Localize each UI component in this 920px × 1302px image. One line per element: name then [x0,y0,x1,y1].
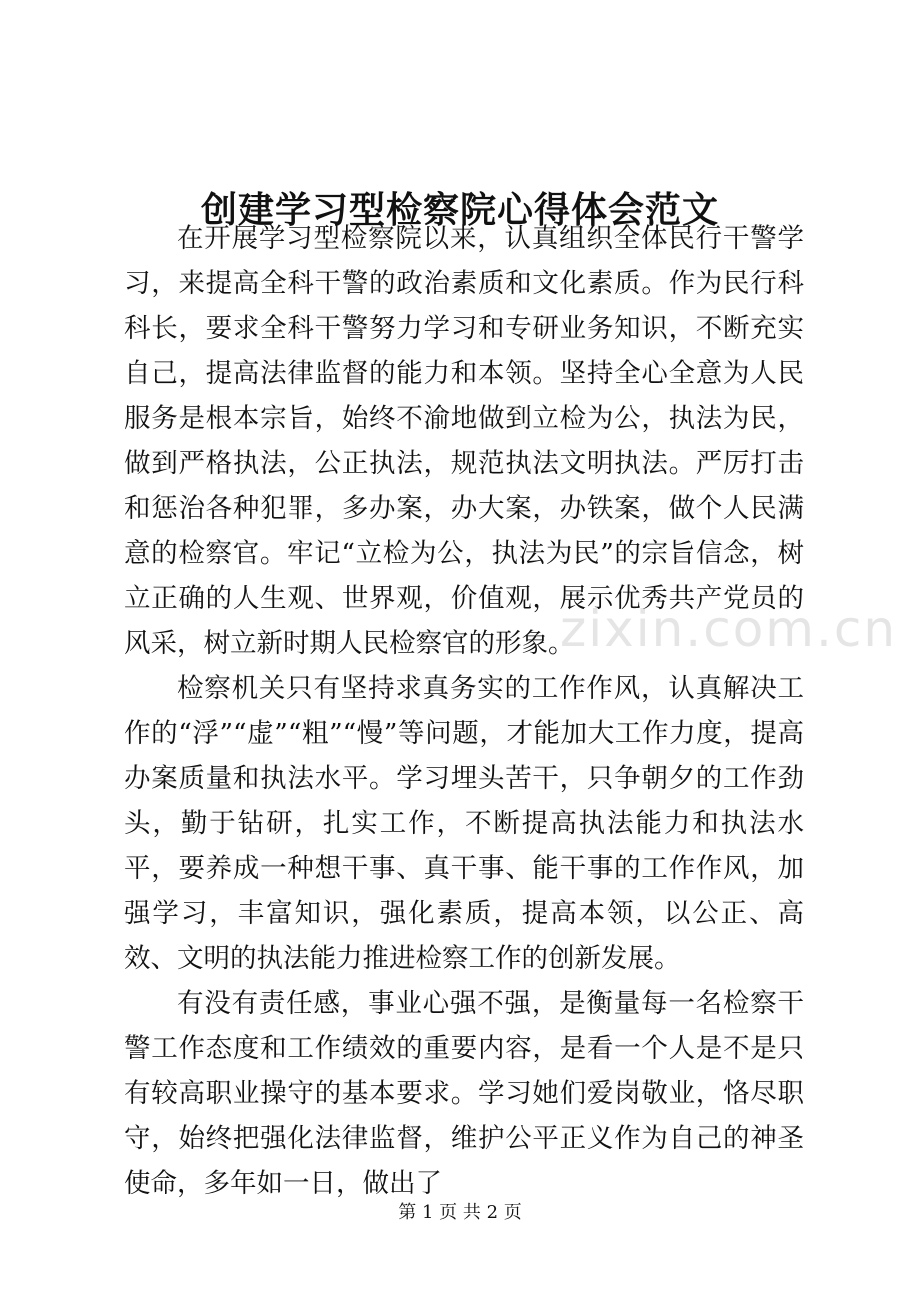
paragraph-2: 检察机关只有坚持求真务实的工作作风，认真解决工作的“浮”“虚”“粗”“慢”等问题，才能加大工作力度，提高办案质量和执法水平。学习埋头苦干，只争朝夕的工作劲头，勤于钻研，扎实工作，不断提高执法能力和执法水平，要养成一种想干事、真干事、能干事的工作作风，加强学习，丰富知识，强化素质，提高本领，以公正、高效、文明的执法能力推进检察工作的创新发展。 [124,673,804,974]
paragraph-1: 在开展学习型检察院以来，认真组织全体民行干警学习，来提高全科干警的政治素质和文化素质。作为民行科科长，要求全科干警努力学习和专研业务知识，不断充实自己，提高法律监督的能力和本领。坚持全心全意为人民服务是根本宗旨，始终不渝地做到立检为公，执法为民，做到严格执法，公正执法，规范执法文明执法。严厉打击和惩治各种犯罪，多办案，办大案，办铁案，做个人民满意的检察官。牢记“立检为公，执法为民”的宗旨信念，树立正确的人生观、世界观，价值观，展示优秀共产党员的风采，树立新时期人民检察官的形象。 [124,223,804,659]
document-body [124,216,804,1206]
page-footer: 第 1 页 共 2 页 [398,1202,522,1223]
document-title: 创建学习型检察院心得体会范文 [200,189,719,232]
watermark: zixin.com.cn [560,600,898,658]
paragraph-3: 有没有责任感，事业心强不强，是衡量每一名检察干警工作态度和工作绩效的重要内容，是看一个人是不是只有较高职业操守的基本要求。学习她们爱岗敬业，恪尽职守，始终把强化法律监督，维护公平正义作为自己的神圣使命，多年如一日，做出了 [124,988,804,1199]
